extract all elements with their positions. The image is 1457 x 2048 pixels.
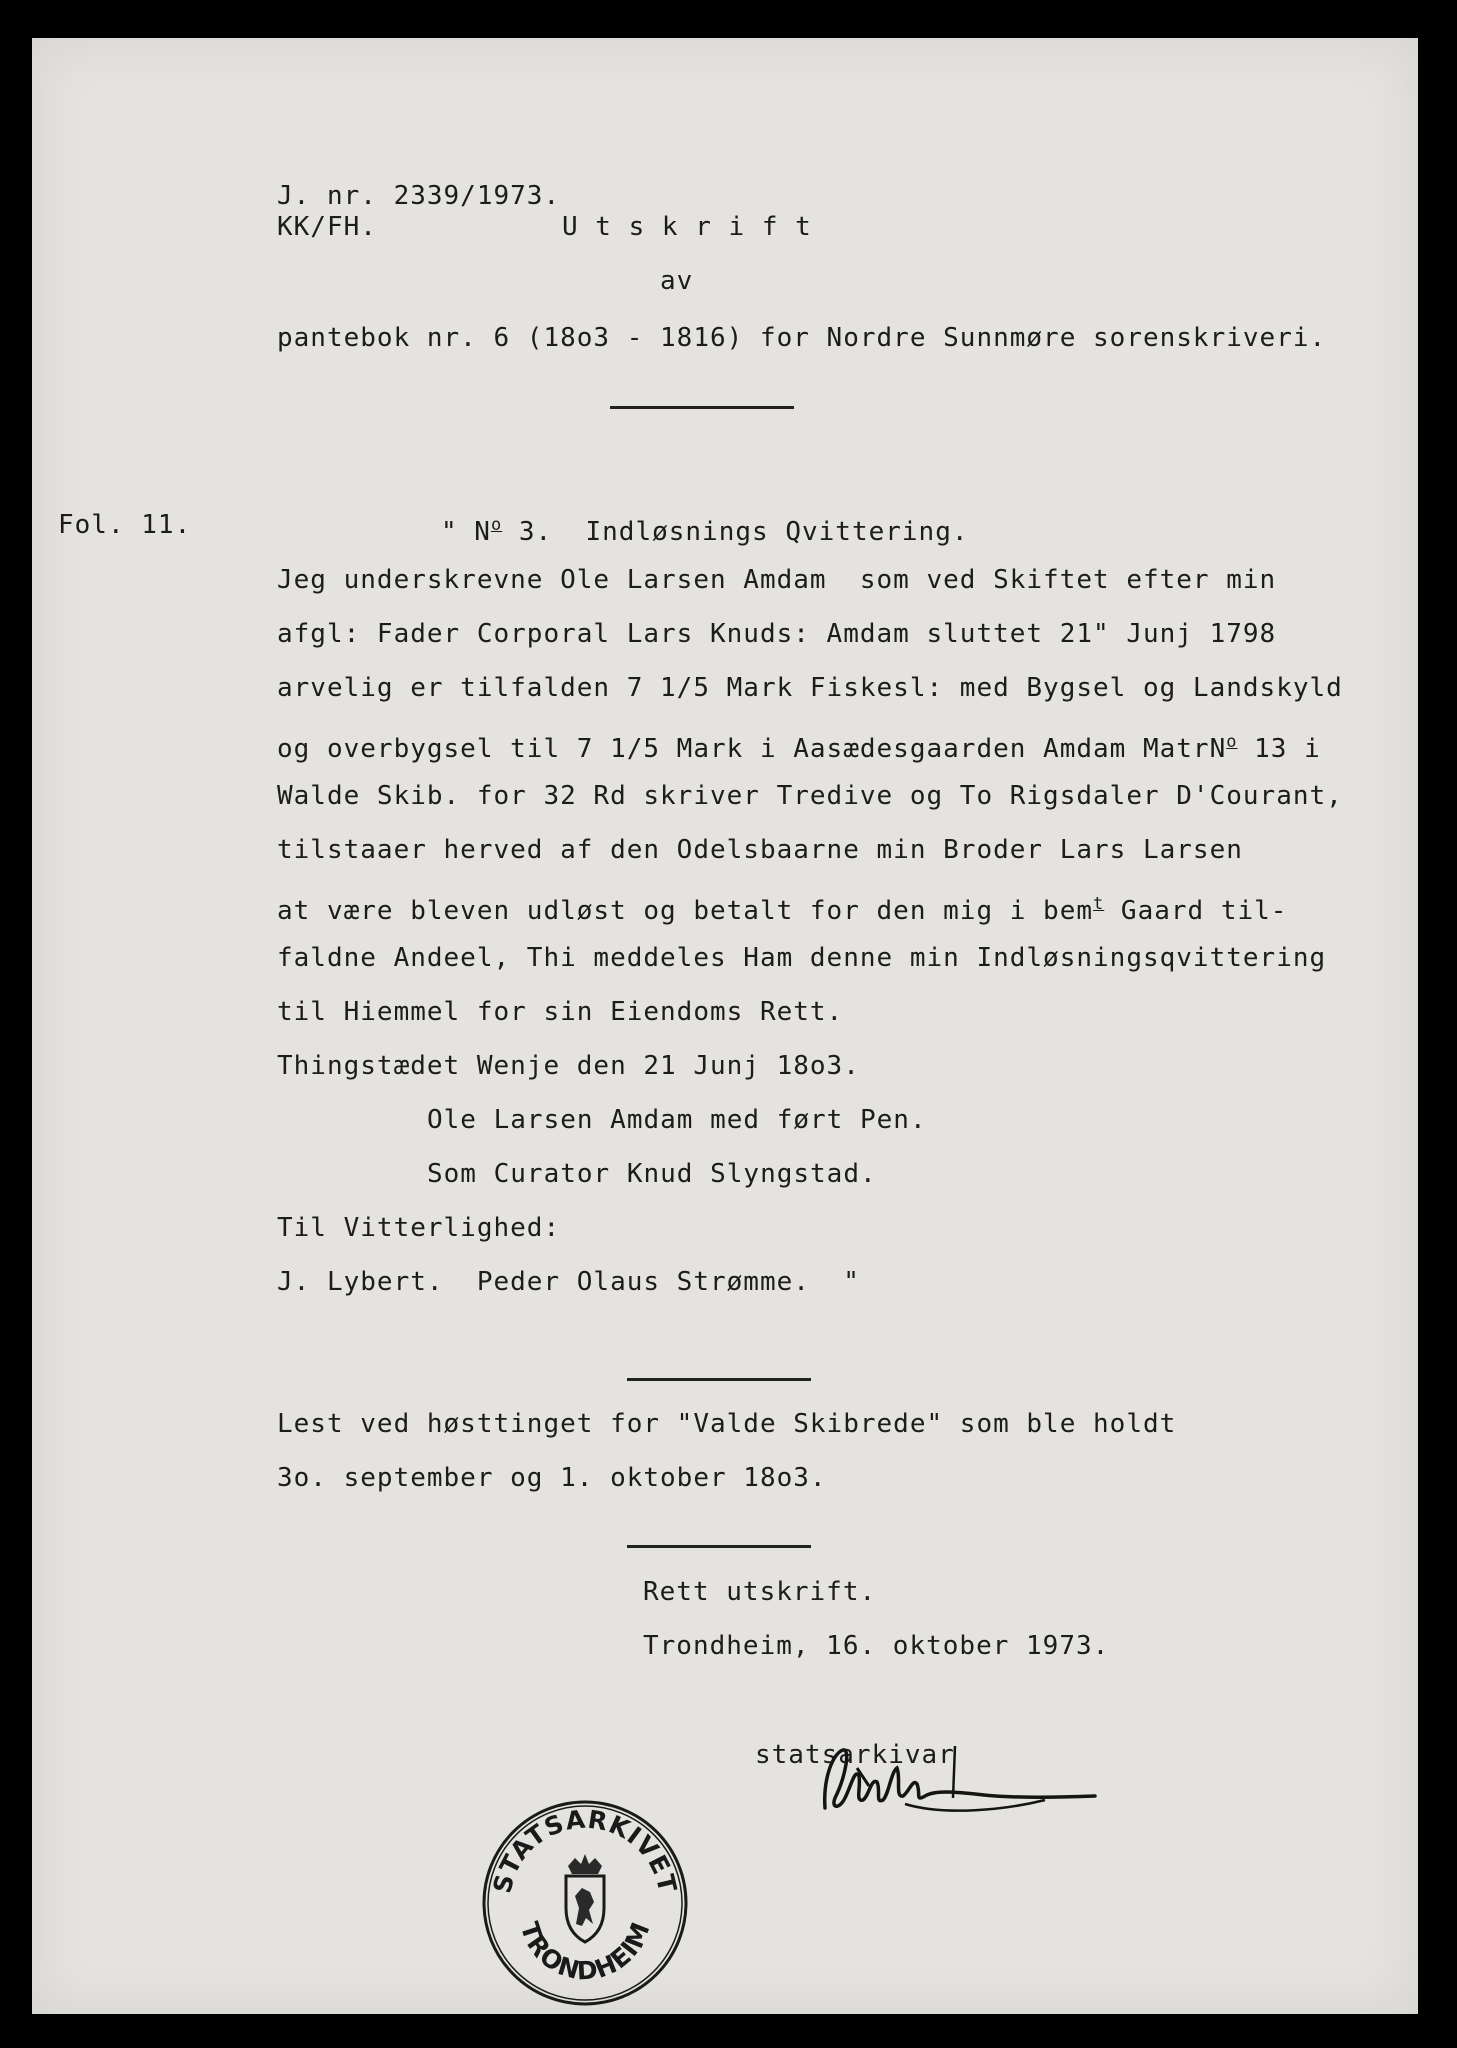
place-date: Thingstædet Wenje den 21 Junj 18o3. bbox=[277, 1051, 860, 1081]
body-line-1: Jeg underskrevne Ole Larsen Amdam som ved Skiftet efter min bbox=[277, 565, 1277, 595]
divider bbox=[627, 1378, 811, 1381]
folio-number: Fol. 11. bbox=[58, 510, 192, 540]
body-line-9: til Hiemmel for sin Eiendoms Rett. bbox=[277, 997, 844, 1027]
witness-label: Til Vitterlighed: bbox=[277, 1213, 561, 1243]
witnesses: J. Lybert. Peder Olaus Strømme. " bbox=[277, 1267, 860, 1297]
seal-bottom-text: TRONDHEIM bbox=[514, 1917, 656, 1986]
heading-rest: 3. Indløsnings Qvittering. bbox=[502, 517, 969, 547]
body-line-2: afgl: Fader Corporal Lars Knuds: Amdam sluttet 21" Junj 1798 bbox=[277, 619, 1277, 649]
divider bbox=[610, 406, 794, 409]
entry-heading bbox=[441, 510, 969, 547]
seal-top-text: STATSARKIVET bbox=[487, 1804, 683, 1896]
document-subtitle: pantebok nr. 6 (18o3 - 1816) for Nordre Sunnmøre sorenskriveri. bbox=[277, 323, 1327, 353]
seal-stamp bbox=[478, 1796, 692, 2010]
line7-after: Gaard til- bbox=[1104, 896, 1288, 926]
body-line-7 bbox=[277, 889, 1287, 926]
archivist-title: statsarkivar bbox=[755, 1740, 955, 1770]
line7-before: at være bleven udløst og betalt for den mig i bem bbox=[277, 896, 1094, 926]
document-title: U t s k r i f t bbox=[562, 212, 812, 242]
reading-line-2: 3o. september og 1. oktober 18o3. bbox=[277, 1463, 827, 1493]
initials: KK/FH. bbox=[277, 212, 377, 242]
coat-of-arms-icon bbox=[566, 1854, 604, 1942]
certification-place-date: Trondheim, 16. oktober 1973. bbox=[643, 1631, 1110, 1661]
signer-1: Ole Larsen Amdam med ført Pen. bbox=[427, 1105, 927, 1135]
signer-2: Som Curator Knud Slyngstad. bbox=[427, 1159, 877, 1189]
rett-utskrift: Rett utskrift. bbox=[643, 1577, 877, 1607]
line7-sup: t bbox=[1093, 894, 1105, 914]
heading-sup: o bbox=[490, 515, 503, 535]
line4-after: 13 i bbox=[1237, 734, 1321, 764]
line4-sup: o bbox=[1226, 732, 1238, 752]
body-line-3: arvelig er tilfalden 7 1/5 Mark Fiskesl: med Bygsel og Landskyld bbox=[277, 673, 1343, 703]
document-page bbox=[32, 38, 1418, 2014]
journal-number: J. nr. 2339/1973. bbox=[277, 181, 561, 211]
body-line-6: tilstaaer herved af den Odelsbaarne min Broder Lars Larsen bbox=[277, 835, 1243, 865]
document-title-av: av bbox=[660, 266, 694, 296]
handwritten-signature bbox=[805, 1738, 1105, 1838]
line4-before: og overbygsel til 7 1/5 Mark i Aasædesgaarden Amdam MatrN bbox=[277, 734, 1227, 764]
reading-line-1: Lest ved høsttinget for "Valde Skibrede" som ble holdt bbox=[277, 1409, 1177, 1439]
divider bbox=[627, 1545, 811, 1548]
body-line-8: faldne Andeel, Thi meddeles Ham denne min Indløsningsqvittering bbox=[277, 943, 1327, 973]
body-line-5: Walde Skib. for 32 Rd skriver Tredive og To Rigsdaler D'Courant, bbox=[277, 781, 1343, 811]
body-line-4 bbox=[277, 727, 1321, 764]
heading-prefix: " N bbox=[441, 517, 491, 547]
